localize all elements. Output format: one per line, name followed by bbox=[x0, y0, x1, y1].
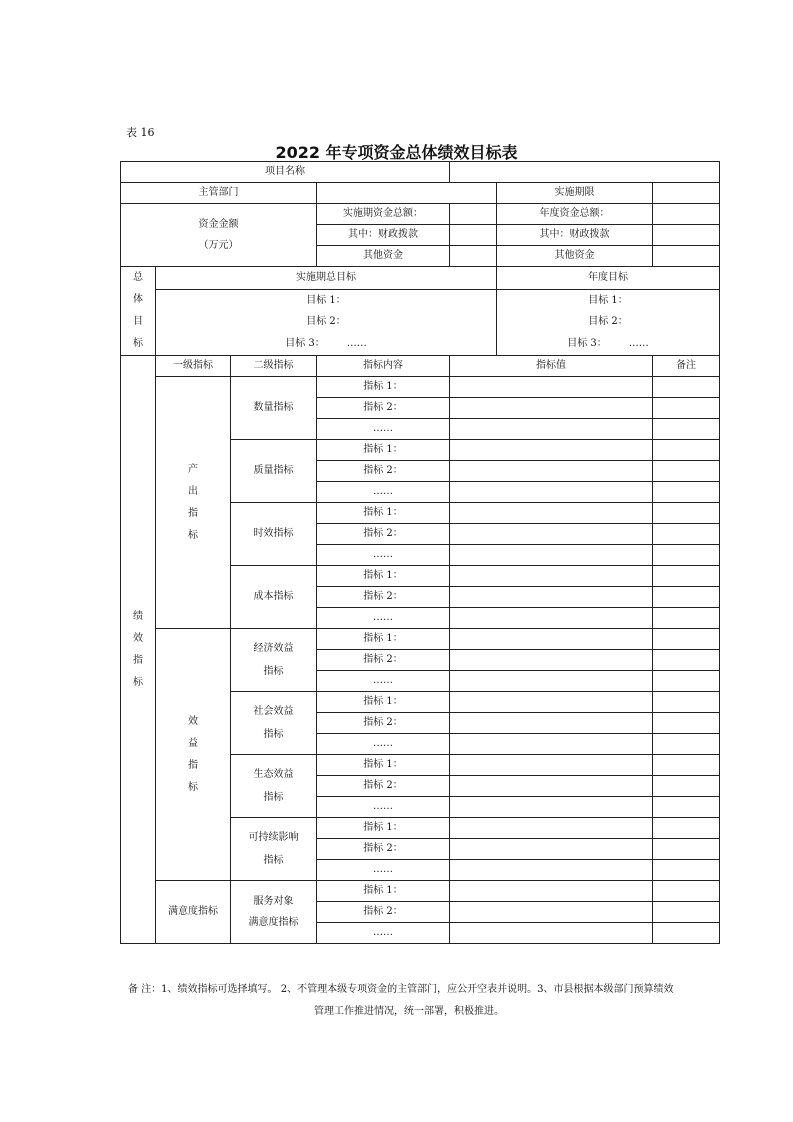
service-satisfaction-label: 服务对象 满意度指标 bbox=[231, 881, 317, 944]
period-goal-header: 实施期总目标 bbox=[156, 267, 497, 290]
project-name-field[interactable] bbox=[450, 162, 720, 183]
social-benefit-label: 社会效益 指标 bbox=[231, 692, 317, 755]
indicator-remark[interactable] bbox=[653, 377, 720, 398]
col-remark-header: 备注 bbox=[653, 356, 720, 377]
indicator-content[interactable]: 指标 2： bbox=[317, 398, 450, 419]
indicator-value[interactable] bbox=[450, 440, 653, 461]
annual-total-label: 年度资金总额： bbox=[497, 204, 653, 225]
period-field[interactable] bbox=[653, 183, 720, 204]
indicator-content[interactable]: 指标 2： bbox=[317, 461, 450, 482]
indicator-remark[interactable] bbox=[653, 650, 720, 671]
output-group-label: 产出指标 bbox=[156, 377, 231, 629]
indicator-content[interactable]: 指标 1： bbox=[317, 755, 450, 776]
indicator-value[interactable] bbox=[450, 776, 653, 797]
indicator-value[interactable] bbox=[450, 860, 653, 881]
indicator-value[interactable] bbox=[450, 398, 653, 419]
indicator-content[interactable]: …… bbox=[317, 734, 450, 755]
indicator-remark[interactable] bbox=[653, 923, 720, 944]
indicator-content[interactable]: 指标 1： bbox=[317, 440, 450, 461]
indicator-content[interactable]: 指标 1： bbox=[317, 692, 450, 713]
ecological-benefit-label: 生态效益 指标 bbox=[231, 755, 317, 818]
indicator-remark[interactable] bbox=[653, 398, 720, 419]
indicator-content[interactable]: …… bbox=[317, 608, 450, 629]
economic-benefit-label: 经济效益 指标 bbox=[231, 629, 317, 692]
indicator-value[interactable] bbox=[450, 629, 653, 650]
indicator-value[interactable] bbox=[450, 545, 653, 566]
quantity-label: 数量指标 bbox=[231, 377, 317, 440]
indicator-content[interactable]: 指标 2： bbox=[317, 524, 450, 545]
annual-other-label: 其他资金 bbox=[497, 246, 653, 267]
annual-goal-1[interactable]: 目标 1： bbox=[497, 289, 720, 311]
indicator-value[interactable] bbox=[450, 923, 653, 944]
period-total-field[interactable] bbox=[450, 204, 497, 225]
indicator-remark[interactable] bbox=[653, 524, 720, 545]
indicator-remark[interactable] bbox=[653, 902, 720, 923]
perf-side-label: 绩效指标 bbox=[121, 356, 156, 944]
annual-total-field[interactable] bbox=[653, 204, 720, 225]
period-goal-3[interactable]: 目标 3： …… bbox=[156, 333, 497, 355]
indicator-remark[interactable] bbox=[653, 482, 720, 503]
indicator-value[interactable] bbox=[450, 461, 653, 482]
annual-fiscal-label: 其中：财政拨款 bbox=[497, 225, 653, 246]
annual-fiscal-field[interactable] bbox=[653, 225, 720, 246]
performance-target-table bbox=[120, 161, 720, 944]
indicator-remark[interactable] bbox=[653, 629, 720, 650]
indicator-remark[interactable] bbox=[653, 461, 720, 482]
indicator-content[interactable]: 指标 2： bbox=[317, 587, 450, 608]
quality-label: 质量指标 bbox=[231, 440, 317, 503]
indicator-content[interactable]: 指标 2： bbox=[317, 902, 450, 923]
indicator-remark[interactable] bbox=[653, 776, 720, 797]
indicator-content[interactable]: 指标 1： bbox=[317, 566, 450, 587]
col-level1-header: 一级指标 bbox=[156, 356, 231, 377]
indicator-content[interactable]: …… bbox=[317, 482, 450, 503]
indicator-value[interactable] bbox=[450, 755, 653, 776]
funds-unit: （万元） bbox=[198, 240, 239, 251]
period-fiscal-field[interactable] bbox=[450, 225, 497, 246]
period-other-field[interactable] bbox=[450, 246, 497, 267]
indicator-remark[interactable] bbox=[653, 734, 720, 755]
period-fiscal-label: 其中：财政拨款 bbox=[317, 225, 450, 246]
indicator-value[interactable] bbox=[450, 713, 653, 734]
sustainability-label: 可持续影响 指标 bbox=[231, 818, 317, 881]
indicator-value[interactable] bbox=[450, 482, 653, 503]
table-number: 表 16 bbox=[126, 126, 155, 139]
indicator-value[interactable] bbox=[450, 587, 653, 608]
period-label: 实施期限 bbox=[497, 183, 653, 204]
indicator-content[interactable]: 指标 2： bbox=[317, 839, 450, 860]
indicator-content[interactable]: 指标 2： bbox=[317, 713, 450, 734]
annual-goal-2[interactable]: 目标 2： bbox=[497, 312, 720, 334]
project-name-label: 项目名称 bbox=[121, 162, 450, 183]
indicator-value[interactable] bbox=[450, 503, 653, 524]
indicator-remark[interactable] bbox=[653, 839, 720, 860]
indicator-remark[interactable] bbox=[653, 440, 720, 461]
indicator-value[interactable] bbox=[450, 692, 653, 713]
indicator-value[interactable] bbox=[450, 377, 653, 398]
indicator-value[interactable] bbox=[450, 650, 653, 671]
indicator-value[interactable] bbox=[450, 524, 653, 545]
dept-field[interactable] bbox=[317, 183, 497, 204]
indicator-content[interactable]: 指标 1： bbox=[317, 503, 450, 524]
indicator-remark[interactable] bbox=[653, 608, 720, 629]
indicator-content[interactable]: …… bbox=[317, 923, 450, 944]
indicator-remark[interactable] bbox=[653, 566, 720, 587]
indicator-value[interactable] bbox=[450, 671, 653, 692]
footnote bbox=[128, 979, 728, 1023]
annual-goal-header: 年度目标 bbox=[497, 267, 720, 290]
period-goal-2[interactable]: 目标 2： bbox=[156, 312, 497, 334]
funds-label-cell bbox=[121, 204, 317, 267]
indicator-content[interactable]: …… bbox=[317, 860, 450, 881]
indicator-remark[interactable] bbox=[653, 671, 720, 692]
page-title: 2022 年专项资金总体绩效目标表 bbox=[275, 143, 518, 162]
indicator-value[interactable] bbox=[450, 818, 653, 839]
indicator-remark[interactable] bbox=[653, 419, 720, 440]
indicator-content[interactable]: 指标 2： bbox=[317, 650, 450, 671]
col-value-header: 指标值 bbox=[450, 356, 653, 377]
indicator-content[interactable]: 指标 1： bbox=[317, 818, 450, 839]
footnote-line-1: 备 注：1、绩效指标可选择填写。 2、不管理本级专项资金的主管部门，应公开空表并说明。3、市县根据本级部门预算绩效 bbox=[128, 984, 674, 995]
dept-label: 主管部门 bbox=[121, 183, 317, 204]
indicator-value[interactable] bbox=[450, 608, 653, 629]
indicator-value[interactable] bbox=[450, 902, 653, 923]
indicator-value[interactable] bbox=[450, 566, 653, 587]
indicator-content[interactable]: …… bbox=[317, 671, 450, 692]
timeliness-label: 时效指标 bbox=[231, 503, 317, 566]
indicator-remark[interactable] bbox=[653, 713, 720, 734]
indicator-remark[interactable] bbox=[653, 797, 720, 818]
indicator-content[interactable]: 指标 1： bbox=[317, 629, 450, 650]
annual-goal-3[interactable]: 目标 3： …… bbox=[497, 333, 720, 355]
benefit-group-label: 效益指标 bbox=[156, 629, 231, 881]
indicator-content[interactable]: …… bbox=[317, 419, 450, 440]
indicator-content[interactable]: 指标 1： bbox=[317, 377, 450, 398]
goals-side-label: 总体目标 bbox=[121, 267, 156, 356]
indicator-content[interactable]: …… bbox=[317, 545, 450, 566]
period-other-label: 其他资金 bbox=[317, 246, 450, 267]
indicator-value[interactable] bbox=[450, 797, 653, 818]
indicator-value[interactable] bbox=[450, 881, 653, 902]
indicator-remark[interactable] bbox=[653, 818, 720, 839]
indicator-remark[interactable] bbox=[653, 503, 720, 524]
col-level2-header: 二级指标 bbox=[231, 356, 317, 377]
funds-label: 资金金额 bbox=[198, 219, 239, 230]
cost-label: 成本指标 bbox=[231, 566, 317, 629]
indicator-remark[interactable] bbox=[653, 755, 720, 776]
indicator-content[interactable]: 指标 1： bbox=[317, 881, 450, 902]
indicator-value[interactable] bbox=[450, 734, 653, 755]
period-total-label: 实施期资金总额： bbox=[317, 204, 450, 225]
indicator-remark[interactable] bbox=[653, 881, 720, 902]
col-content-header: 指标内容 bbox=[317, 356, 450, 377]
indicator-remark[interactable] bbox=[653, 692, 720, 713]
footnote-line-2: 管理工作推进情况，统一部署，积极推进。 bbox=[314, 1006, 504, 1017]
indicator-content[interactable]: 指标 2： bbox=[317, 776, 450, 797]
annual-other-field[interactable] bbox=[653, 246, 720, 267]
indicator-remark[interactable] bbox=[653, 860, 720, 881]
indicator-content[interactable]: …… bbox=[317, 797, 450, 818]
indicator-value[interactable] bbox=[450, 839, 653, 860]
period-goal-1[interactable]: 目标 1： bbox=[156, 289, 497, 311]
indicator-remark[interactable] bbox=[653, 587, 720, 608]
satisfaction-group-label: 满意度指标 bbox=[156, 881, 231, 944]
indicator-value[interactable] bbox=[450, 419, 653, 440]
indicator-remark[interactable] bbox=[653, 545, 720, 566]
